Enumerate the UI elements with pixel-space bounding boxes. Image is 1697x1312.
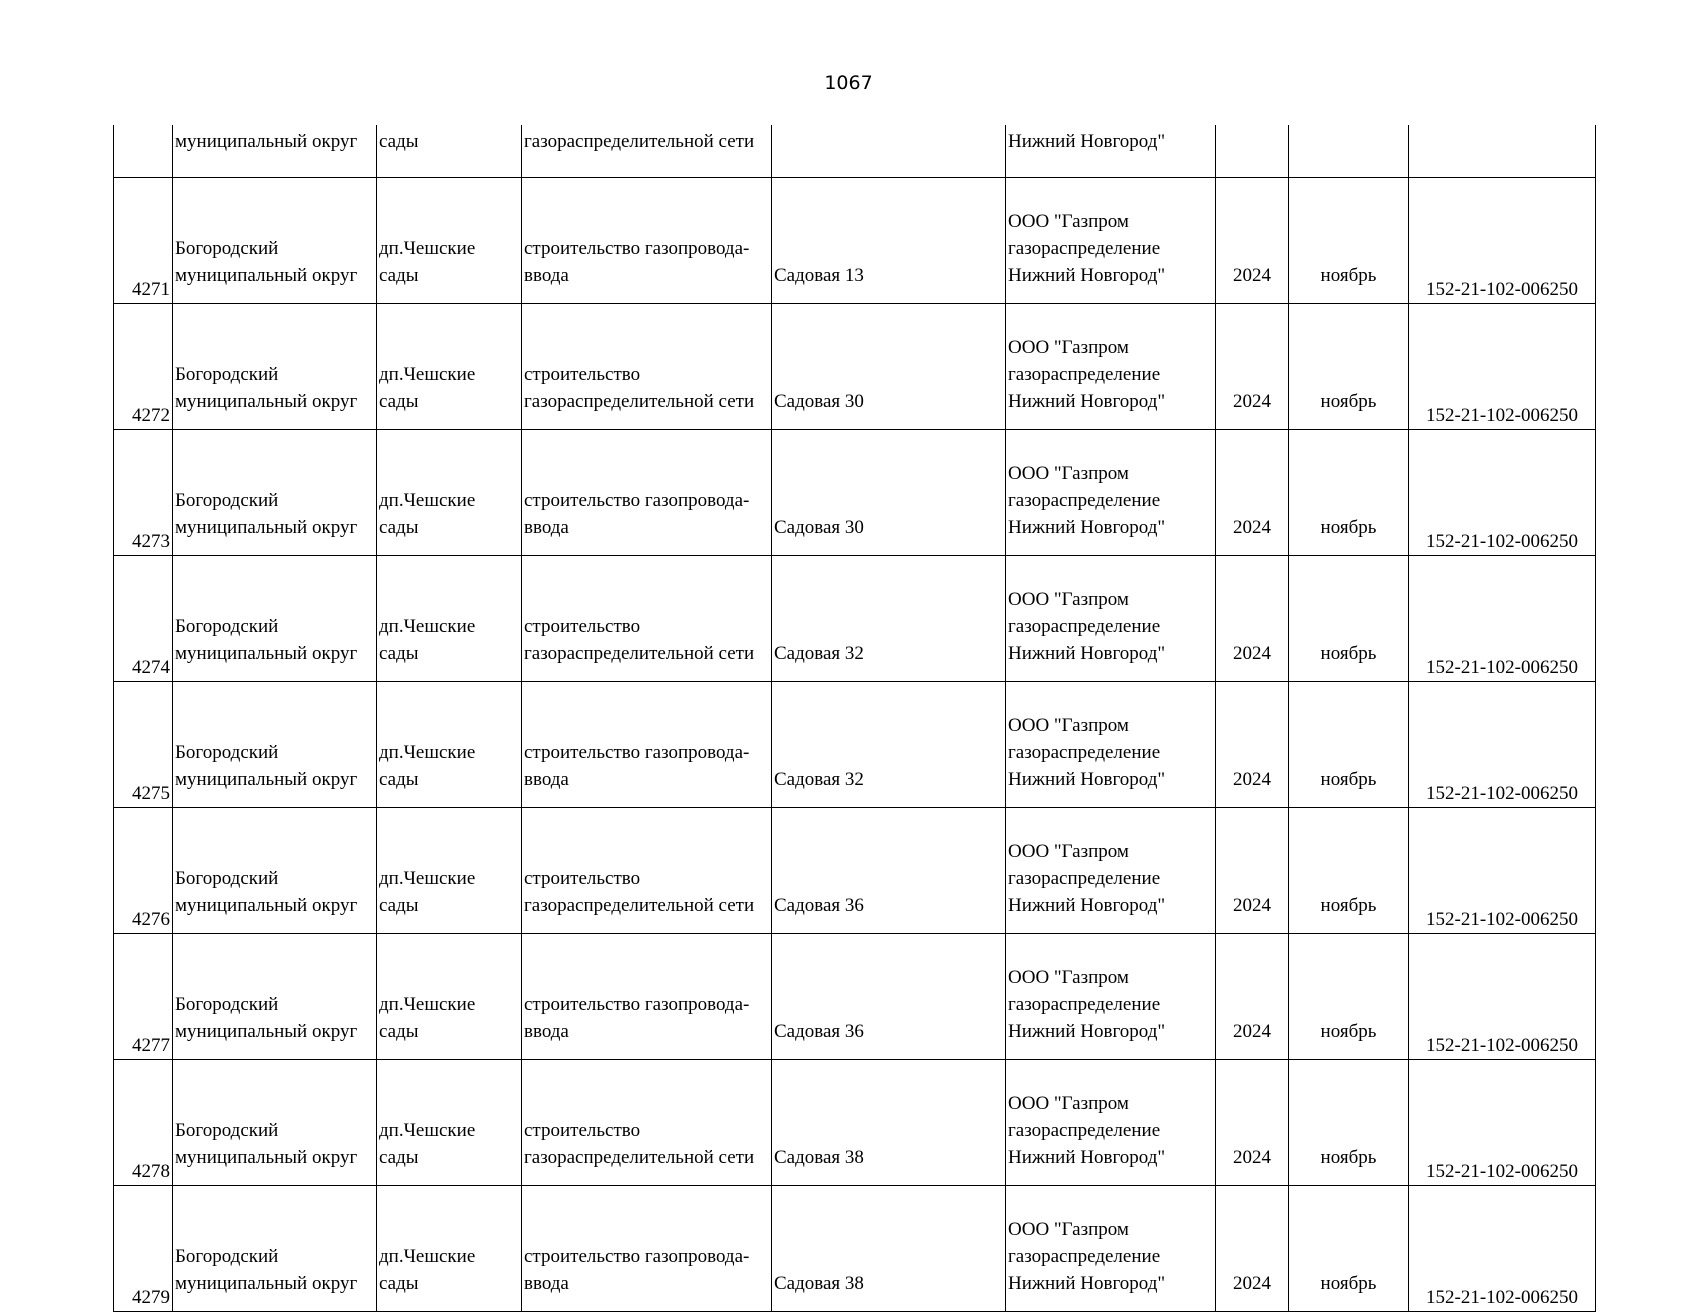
cell-num [114,125,173,178]
cell-district: Богородский муниципальный округ [173,1186,377,1312]
cell-settlement: дп.Чешские сады [377,1186,522,1312]
cell-settlement: дп.Чешские сады [377,1060,522,1186]
cell-code [1409,125,1596,178]
cell-num: 4278 [114,1060,173,1186]
cell-month: ноябрь [1289,178,1409,304]
cell-settlement: дп.Чешские сады [377,430,522,556]
cell-district: Богородский муниципальный округ [173,430,377,556]
cell-month: ноябрь [1289,304,1409,430]
cell-num: 4274 [114,556,173,682]
cell-address: Садовая 30 [772,304,1006,430]
cell-work: строительство газораспределительной сети [522,808,772,934]
cell-settlement: дп.Чешские сады [377,808,522,934]
cell-district: Богородский муниципальный округ [173,304,377,430]
cell-num: 4275 [114,682,173,808]
cell-code: 152-21-102-006250 [1409,430,1596,556]
cell-district: Богородский муниципальный округ [173,1060,377,1186]
cell-month: ноябрь [1289,556,1409,682]
cell-district: Богородский муниципальный округ [173,808,377,934]
cell-address: Садовая 13 [772,178,1006,304]
table-row-continued [114,125,1596,178]
cell-district: муниципальный округ [173,125,377,178]
cell-work: строительство газопровода- ввода [522,430,772,556]
cell-address: Садовая 38 [772,1060,1006,1186]
cell-year: 2024 [1216,1186,1289,1312]
cell-organization: ООО "Газпром газораспределение Нижний Новгород" [1006,934,1216,1060]
cell-settlement: сады [377,125,522,178]
page-number: 1067 [824,72,873,94]
cell-year [1216,125,1289,178]
table-row [114,556,1596,682]
cell-settlement: дп.Чешские сады [377,934,522,1060]
cell-month [1289,125,1409,178]
cell-code: 152-21-102-006250 [1409,556,1596,682]
cell-organization: ООО "Газпром газораспределение Нижний Новгород" [1006,430,1216,556]
cell-month: ноябрь [1289,430,1409,556]
cell-address: Садовая 32 [772,556,1006,682]
cell-address [772,125,1006,178]
cell-address: Садовая 32 [772,682,1006,808]
cell-organization: ООО "Газпром газораспределение Нижний Новгород" [1006,808,1216,934]
cell-num: 4276 [114,808,173,934]
cell-district: Богородский муниципальный округ [173,178,377,304]
cell-work: строительство газопровода- ввода [522,178,772,304]
cell-address: Садовая 38 [772,1186,1006,1312]
cell-num: 4272 [114,304,173,430]
cell-month: ноябрь [1289,1060,1409,1186]
cell-organization: ООО "Газпром газораспределение Нижний Новгород" [1006,304,1216,430]
cell-code: 152-21-102-006250 [1409,1186,1596,1312]
cell-organization: ООО "Газпром газораспределение Нижний Новгород" [1006,556,1216,682]
cell-work: строительство газопровода- ввода [522,1186,772,1312]
cell-year: 2024 [1216,178,1289,304]
cell-work: строительство газораспределительной сети [522,304,772,430]
cell-work: строительство газопровода- ввода [522,934,772,1060]
cell-year: 2024 [1216,934,1289,1060]
cell-code: 152-21-102-006250 [1409,178,1596,304]
table-row [114,682,1596,808]
cell-month: ноябрь [1289,808,1409,934]
table-row [114,178,1596,304]
table-row [114,934,1596,1060]
cell-num: 4271 [114,178,173,304]
cell-month: ноябрь [1289,1186,1409,1312]
cell-address: Садовая 36 [772,808,1006,934]
cell-settlement: дп.Чешские сады [377,304,522,430]
cell-month: ноябрь [1289,682,1409,808]
cell-year: 2024 [1216,808,1289,934]
cell-year: 2024 [1216,430,1289,556]
cell-num: 4273 [114,430,173,556]
cell-work: строительство газораспределительной сети [522,1060,772,1186]
table-row [114,430,1596,556]
cell-organization: ООО "Газпром газораспределение Нижний Новгород" [1006,1060,1216,1186]
cell-district: Богородский муниципальный округ [173,682,377,808]
cell-code: 152-21-102-006250 [1409,1060,1596,1186]
cell-year: 2024 [1216,304,1289,430]
table-row [114,304,1596,430]
cell-settlement: дп.Чешские сады [377,178,522,304]
cell-organization: ООО "Газпром газораспределение Нижний Новгород" [1006,682,1216,808]
cell-organization: ООО "Газпром газораспределение Нижний Новгород" [1006,178,1216,304]
cell-address: Садовая 36 [772,934,1006,1060]
cell-work: строительство газопровода- ввода [522,682,772,808]
cell-num: 4279 [114,1186,173,1312]
cell-code: 152-21-102-006250 [1409,934,1596,1060]
cell-address: Садовая 30 [772,430,1006,556]
cell-code: 152-21-102-006250 [1409,304,1596,430]
cell-work: строительство газораспределительной сети [522,556,772,682]
cell-organization: Нижний Новгород" [1006,125,1216,178]
table-row [114,808,1596,934]
cell-code: 152-21-102-006250 [1409,808,1596,934]
cell-district: Богородский муниципальный округ [173,556,377,682]
gasification-table [113,125,1596,1312]
cell-district: Богородский муниципальный округ [173,934,377,1060]
cell-month: ноябрь [1289,934,1409,1060]
cell-num: 4277 [114,934,173,1060]
cell-organization: ООО "Газпром газораспределение Нижний Новгород" [1006,1186,1216,1312]
cell-year: 2024 [1216,1060,1289,1186]
cell-settlement: дп.Чешские сады [377,682,522,808]
cell-settlement: дп.Чешские сады [377,556,522,682]
table-body [114,125,1596,1312]
cell-code: 152-21-102-006250 [1409,682,1596,808]
table-row [114,1186,1596,1312]
cell-year: 2024 [1216,556,1289,682]
cell-work: газораспределительной сети [522,125,772,178]
table-row [114,1060,1596,1186]
cell-year: 2024 [1216,682,1289,808]
